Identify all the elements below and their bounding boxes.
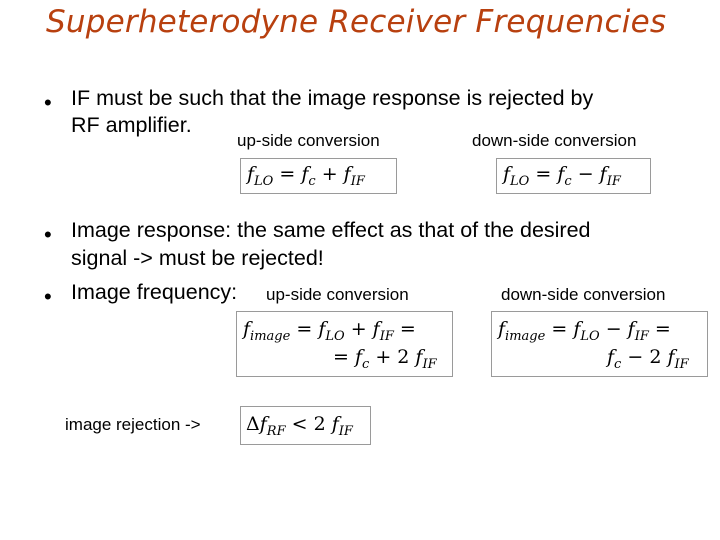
rejection-equation-box bbox=[240, 406, 371, 445]
image-down-equation-line-2: $f_c - 2$ $f_{IF}$ bbox=[607, 346, 689, 372]
bullet-dot: • bbox=[44, 284, 52, 309]
image-up-equation-line-1: $f_{image} = f_{LO} + f_{IF}$ = bbox=[243, 318, 416, 344]
bullet-2-line-2: signal -> must be rejected! bbox=[71, 246, 324, 270]
bullet-dot: • bbox=[44, 90, 52, 115]
image-up-equation-box bbox=[236, 311, 453, 377]
image-down-equation-line-1: $f_{image} = f_{LO} - f_{IF}$ = bbox=[498, 318, 671, 344]
bullet-2-line-1: Image response: the same effect as that of the desired bbox=[71, 218, 591, 242]
up-side-conversion-label: up-side conversion bbox=[237, 131, 380, 150]
bullet-1-line-1: IF must be such that the image response is rejected by bbox=[71, 86, 594, 110]
lo-up-equation: $f_{LO} = f_c + f_{IF}$ bbox=[247, 163, 365, 189]
bullet-1-line-2: RF amplifier. bbox=[71, 113, 192, 137]
lo-down-equation: $f_{LO} = f_c - f_{IF}$ bbox=[503, 163, 621, 189]
lo-up-equation-box bbox=[240, 158, 397, 194]
bullet-dot: • bbox=[44, 222, 52, 247]
slide-title: Superheterodyne Receiver Frequencies bbox=[46, 4, 667, 40]
image-rejection-label: image rejection -> bbox=[65, 415, 201, 434]
rejection-equation: $\Delta f_{RF} < 2$ $f_{IF}$ bbox=[246, 413, 353, 439]
down-side-conversion-label: down-side conversion bbox=[501, 285, 666, 304]
up-side-conversion-label: up-side conversion bbox=[266, 285, 409, 304]
image-up-equation-line-2: = $f_c + 2$ $f_{IF}$ bbox=[333, 346, 437, 372]
lo-down-equation-box bbox=[496, 158, 651, 194]
image-down-equation-box bbox=[491, 311, 708, 377]
bullet-3-line-1: Image frequency: bbox=[71, 280, 238, 304]
down-side-conversion-label: down-side conversion bbox=[472, 131, 637, 150]
